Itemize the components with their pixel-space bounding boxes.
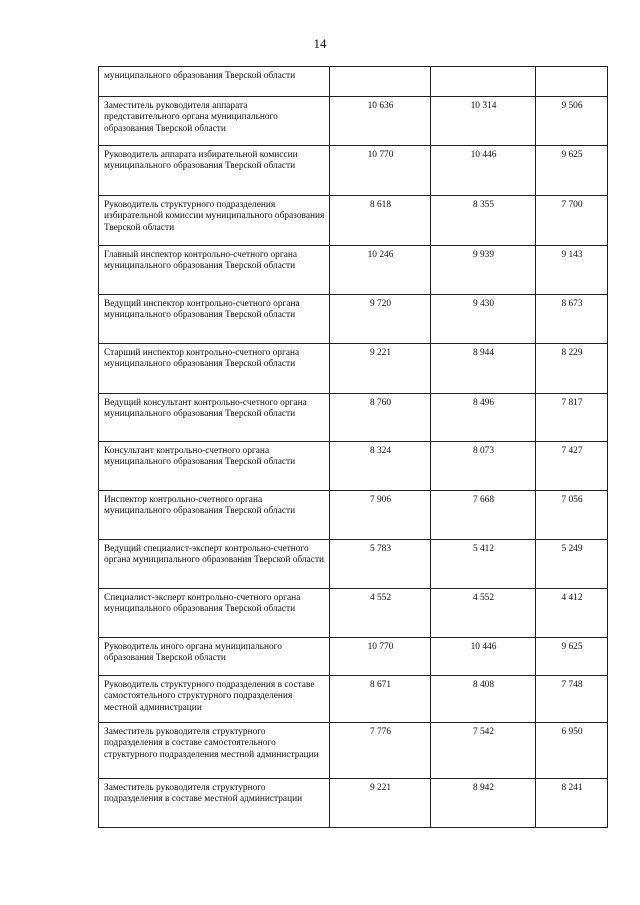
- table-row: [99, 676, 608, 723]
- value-cell-2: [431, 67, 536, 97]
- value-cell-2: 8 355: [431, 196, 536, 246]
- table-row: [99, 146, 608, 196]
- value-cell-3: 8 229: [536, 344, 608, 394]
- table-row: [99, 779, 608, 828]
- value-cell-1: 7 776: [330, 723, 431, 779]
- position-cell: Ведущий консультант контрольно-счетного органа муниципального образования Тверской области: [99, 394, 330, 442]
- value-cell-2: 8 942: [431, 779, 536, 828]
- value-cell-1: 10 770: [330, 146, 431, 196]
- value-cell-1: 8 760: [330, 394, 431, 442]
- value-cell-2: 9 939: [431, 246, 536, 295]
- table-row: [99, 97, 608, 146]
- table-row: [99, 442, 608, 491]
- position-cell: муниципального образования Тверской области: [99, 67, 330, 97]
- value-cell-2: 7 542: [431, 723, 536, 779]
- value-cell-1: 4 552: [330, 589, 431, 638]
- value-cell-1: [330, 67, 431, 97]
- table-row: [99, 295, 608, 344]
- table-row: [99, 589, 608, 638]
- value-cell-2: 8 496: [431, 394, 536, 442]
- value-cell-3: 7 817: [536, 394, 608, 442]
- value-cell-1: 9 720: [330, 295, 431, 344]
- table-row: [99, 196, 608, 246]
- value-cell-2: 4 552: [431, 589, 536, 638]
- position-cell: Руководитель структурного подразделения избирательной комиссии муниципального образования Тверской области: [99, 196, 330, 246]
- value-cell-1: 10 770: [330, 638, 431, 676]
- position-cell: Специалист-эксперт контрольно-счетного органа муниципального образования Тверской области: [99, 589, 330, 638]
- value-cell-1: 9 221: [330, 779, 431, 828]
- value-cell-1: 8 324: [330, 442, 431, 491]
- page-number: 14: [313, 36, 327, 51]
- position-cell: Руководитель иного органа муниципального образования Тверской области: [99, 638, 330, 676]
- position-cell: Заместитель руководителя структурного подразделения в составе местной администрации: [99, 779, 330, 828]
- position-cell: Инспектор контрольно-счетного органа муниципального образования Тверской области: [99, 491, 330, 540]
- value-cell-3: 7 427: [536, 442, 608, 491]
- value-cell-2: 10 446: [431, 638, 536, 676]
- table-row: [99, 246, 608, 295]
- table-row: [99, 540, 608, 589]
- value-cell-1: 10 246: [330, 246, 431, 295]
- value-cell-2: 5 412: [431, 540, 536, 589]
- value-cell-3: 7 700: [536, 196, 608, 246]
- position-cell: Ведущий специалист-эксперт контрольно-счетного органа муниципального образования Тверской области: [99, 540, 330, 589]
- value-cell-2: 8 073: [431, 442, 536, 491]
- value-cell-1: 7 906: [330, 491, 431, 540]
- value-cell-2: 7 668: [431, 491, 536, 540]
- value-cell-2: 8 944: [431, 344, 536, 394]
- value-cell-1: 10 636: [330, 97, 431, 146]
- value-cell-3: 6 950: [536, 723, 608, 779]
- position-cell: Главный инспектор контрольно-счетного органа муниципального образования Тверской области: [99, 246, 330, 295]
- value-cell-2: 9 430: [431, 295, 536, 344]
- table-row: [99, 491, 608, 540]
- value-cell-3: 9 143: [536, 246, 608, 295]
- value-cell-3: 7 748: [536, 676, 608, 723]
- position-cell: Консультант контрольно-счетного органа муниципального образования Тверской области: [99, 442, 330, 491]
- value-cell-3: 4 412: [536, 589, 608, 638]
- position-cell: Руководитель аппарата избирательной комиссии муниципального образования Тверской области: [99, 146, 330, 196]
- value-cell-1: 8 671: [330, 676, 431, 723]
- table-row: [99, 638, 608, 676]
- value-cell-1: 8 618: [330, 196, 431, 246]
- position-cell: Заместитель руководителя структурного подразделения в составе самостоятельного структурного подразделения местной администрации: [99, 723, 330, 779]
- value-cell-3: 7 056: [536, 491, 608, 540]
- position-cell: Ведущий инспектор контрольно-счетного органа муниципального образования Тверской области: [99, 295, 330, 344]
- table-body: [99, 67, 608, 828]
- position-cell: Старший инспектор контрольно-счетного органа муниципального образования Тверской области: [99, 344, 330, 394]
- table-row: [99, 723, 608, 779]
- value-cell-2: 10 314: [431, 97, 536, 146]
- value-cell-3: 9 506: [536, 97, 608, 146]
- value-cell-3: 9 625: [536, 638, 608, 676]
- position-cell: Руководитель структурного подразделения в составе самостоятельного структурного подразделения местной администрации: [99, 676, 330, 723]
- value-cell-2: 8 408: [431, 676, 536, 723]
- value-cell-3: [536, 67, 608, 97]
- value-cell-1: 9 221: [330, 344, 431, 394]
- table-row: [99, 67, 608, 97]
- value-cell-3: 9 625: [536, 146, 608, 196]
- value-cell-1: 5 783: [330, 540, 431, 589]
- value-cell-2: 10 446: [431, 146, 536, 196]
- position-cell: Заместитель руководителя аппарата представительного органа муниципального образования Тверской области: [99, 97, 330, 146]
- value-cell-3: 8 241: [536, 779, 608, 828]
- table-row: [99, 344, 608, 394]
- value-cell-3: 5 249: [536, 540, 608, 589]
- salary-table: [98, 66, 608, 828]
- value-cell-3: 8 673: [536, 295, 608, 344]
- table-row: [99, 394, 608, 442]
